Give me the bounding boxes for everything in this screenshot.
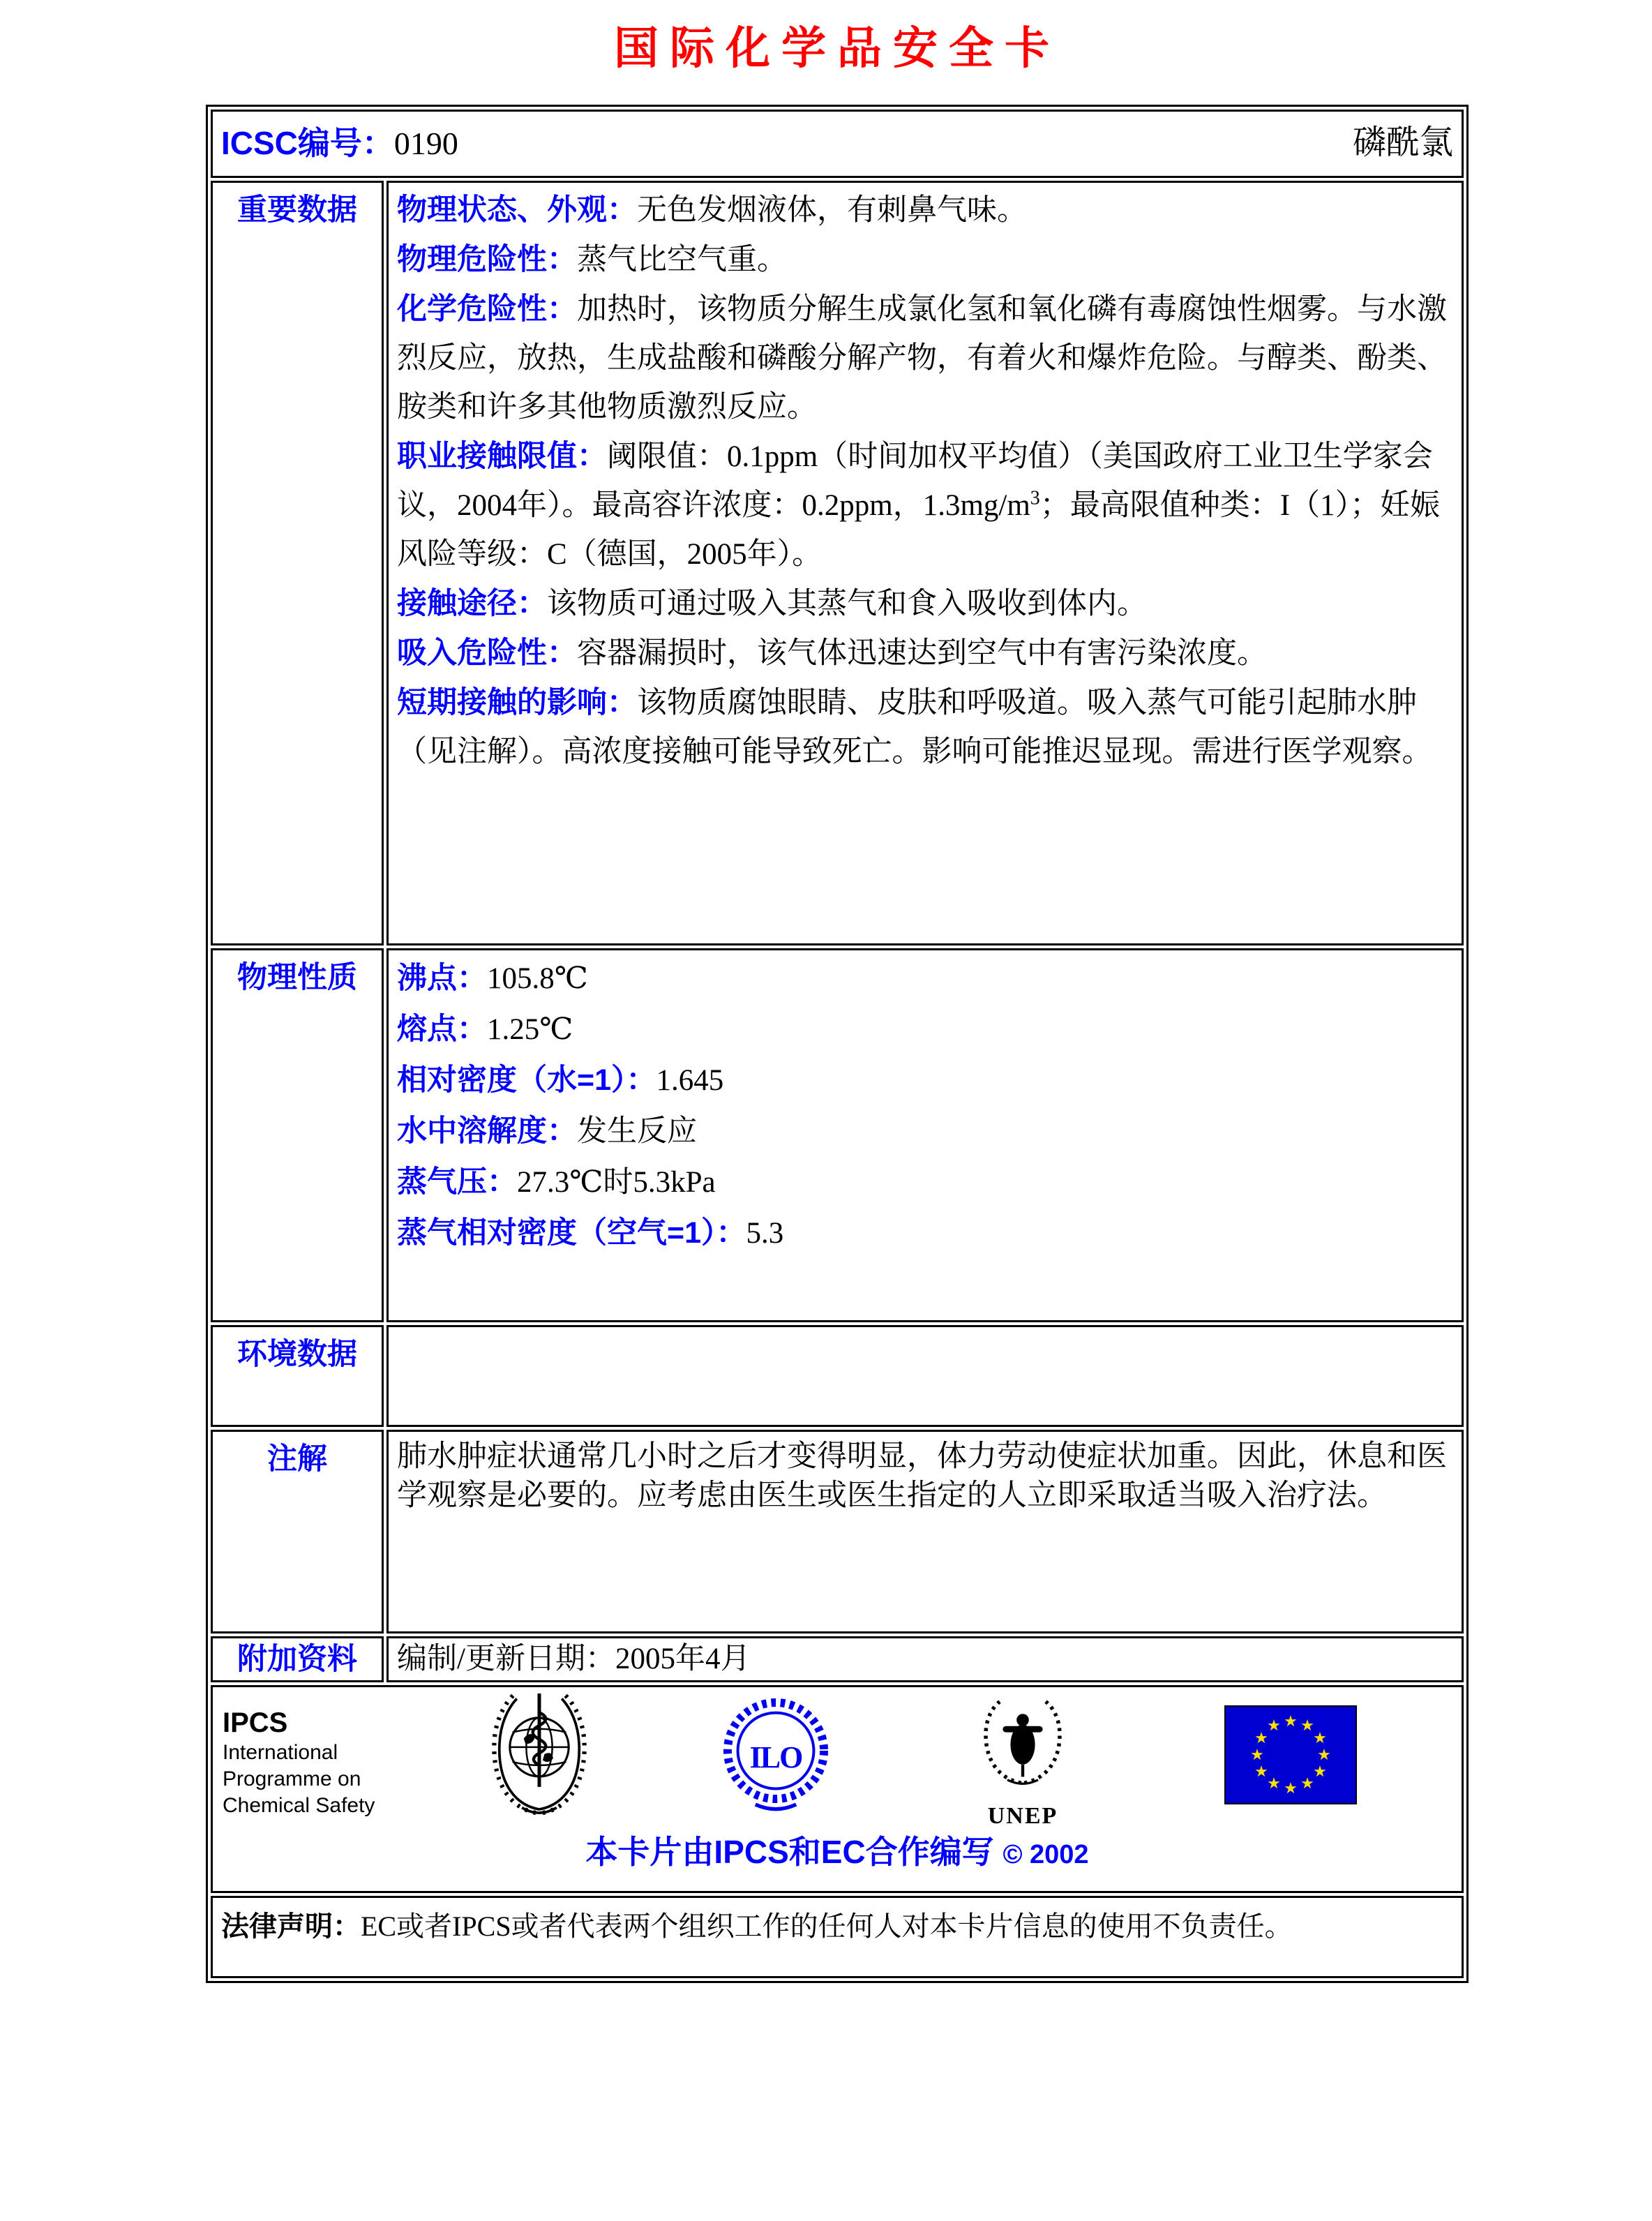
legal-notice-label: 法律声明：	[221, 1911, 361, 1942]
field-value-inhalation-risk: 容器漏损时，该气体迅速达到空气中有害污染浓度。	[577, 637, 1267, 670]
field-label-inhalation-risk: 吸入危险性：	[397, 636, 577, 670]
svg-text:★: ★	[1300, 1717, 1314, 1735]
field-value-oel-part1: 阈限值：0.1ppm（时间加权平均值）（美国政府工业卫生学家会议，2004年）。最高容许浓度：0.2ppm，1.3mg/m	[397, 440, 1433, 522]
field-value-boiling-point: 105.8℃	[487, 962, 588, 995]
page-title: 国际化学品安全卡	[614, 23, 1060, 73]
field-inhalation-risk	[397, 629, 1453, 678]
field-physical-state	[397, 186, 1453, 235]
field-label-occupational-exposure-limits: 职业接触限值：	[397, 440, 607, 473]
field-value-melting-point: 1.25℃	[487, 1013, 573, 1046]
logos-strip	[213, 1694, 1462, 1831]
field-occupational-exposure-limits	[397, 432, 1453, 579]
field-label-short-term-effects: 短期接触的影响：	[397, 686, 637, 719]
field-label-physical-hazard: 物理危险性：	[397, 243, 577, 276]
field-label-update-date: 编制/更新日期：	[397, 1643, 615, 1675]
field-label-exposure-routes: 接触途径：	[397, 587, 547, 620]
unep-icon	[963, 1697, 1082, 1828]
field-value-water-solubility: 发生反应	[577, 1115, 697, 1148]
additional-info-content	[386, 1636, 1464, 1682]
field-label-water-solubility: 水中溶解度：	[397, 1114, 577, 1148]
field-label-relative-density: 相对密度（水=1）：	[397, 1063, 656, 1097]
header-row	[211, 110, 1464, 178]
field-water-solubility	[397, 1106, 1453, 1157]
superscript-cubed: 3	[1030, 487, 1040, 509]
field-label-vapor-pressure: 蒸气压：	[397, 1165, 517, 1199]
ipcs-subtitle-line2: Programme on	[223, 1767, 361, 1790]
field-value-physical-state: 无色发烟液体，有刺鼻气味。	[637, 194, 1027, 227]
icsc-number-label: ICSC编号：	[221, 124, 394, 161]
logos-cell	[211, 1685, 1464, 1893]
field-short-term-effects	[397, 678, 1453, 777]
section-label-notes: 注解	[211, 1430, 384, 1633]
who-icon	[476, 1690, 602, 1835]
section-label-important-data: 重要数据	[211, 181, 384, 945]
credit-line	[213, 1831, 1462, 1876]
svg-text:★: ★	[1317, 1747, 1331, 1764]
legal-row	[211, 1896, 1464, 1978]
section-label-physical-properties: 物理性质	[211, 948, 384, 1322]
svg-text:★: ★	[1313, 1763, 1327, 1781]
field-label-vapor-relative-density: 蒸气相对密度（空气=1）：	[397, 1216, 746, 1250]
additional-info-row	[211, 1636, 1464, 1682]
notes-content: 肺水肿症状通常几小时之后才变得明显，体力劳动使症状加重。因此，休息和医学观察是必要的。应考虑由医生或医生指定的人立即采取适当吸入治疗法。	[386, 1430, 1464, 1633]
ipcs-acronym: IPCS	[223, 1707, 288, 1738]
legal-notice-text: EC或者IPCS或者代表两个组织工作的任何人对本卡片信息的使用不负责任。	[361, 1910, 1293, 1942]
important-data-content	[386, 181, 1464, 945]
field-value-relative-density: 1.645	[656, 1064, 724, 1097]
svg-text:★: ★	[1284, 1713, 1298, 1730]
field-boiling-point	[397, 953, 1453, 1004]
field-label-boiling-point: 沸点：	[397, 962, 487, 995]
field-label-chemical-hazard: 化学危险性：	[397, 292, 577, 326]
svg-text:★: ★	[1250, 1747, 1264, 1764]
physical-properties-row	[211, 948, 1464, 1322]
header-content	[221, 114, 1453, 172]
ipcs-subtitle-line1: International	[223, 1741, 338, 1764]
field-relative-density	[397, 1055, 1453, 1106]
svg-text:★: ★	[1254, 1730, 1268, 1747]
icsc-number-group	[221, 114, 458, 172]
ilo-icon	[716, 1697, 835, 1828]
environment-data-row	[211, 1325, 1464, 1427]
svg-text:★: ★	[1300, 1775, 1314, 1793]
ipcs-logo-text	[223, 1706, 418, 1819]
unep-letters: UNEP	[987, 1803, 1058, 1829]
ilo-letters: ILO	[749, 1740, 802, 1774]
svg-text:★: ★	[1267, 1775, 1281, 1793]
section-label-additional-info: 附加资料	[211, 1636, 384, 1682]
field-value-chemical-hazard: 加热时，该物质分解生成氯化氢和氧化磷有毒腐蚀性烟雾。与水激烈反应，放热，生成盐酸和磷酸分解产物，有着火和爆炸危险。与醇类、酚类、胺类和许多其他物质激烈反应。	[397, 293, 1447, 424]
field-physical-hazard	[397, 235, 1453, 285]
environment-data-content	[386, 1325, 1464, 1427]
icsc-number-value: 0190	[393, 125, 458, 161]
section-label-environment-data: 环境数据	[211, 1325, 384, 1427]
field-melting-point	[397, 1004, 1453, 1055]
field-chemical-hazard	[397, 285, 1453, 432]
svg-text:★: ★	[1267, 1717, 1281, 1735]
header-cell	[211, 110, 1464, 178]
field-label-physical-state: 物理状态、外观：	[397, 193, 637, 227]
svg-text:★: ★	[1254, 1763, 1268, 1781]
field-label-melting-point: 熔点：	[397, 1012, 487, 1046]
eu-flag-icon	[1224, 1705, 1357, 1820]
notes-row	[211, 1430, 1464, 1633]
icsc-card-table	[206, 105, 1469, 1983]
field-value-short-term-effects: 该物质腐蚀眼睛、皮肤和呼吸道。吸入蒸气可能引起肺水肿（见注解）。高浓度接触可能导致死亡。影响可能推迟显现。需进行医学观察。	[397, 687, 1432, 768]
physical-properties-content	[386, 948, 1464, 1322]
svg-text:★: ★	[1313, 1730, 1327, 1747]
field-value-oel-part2: ；最高限值种类：I（1）；妊娠风险等级：C（德国，2005年）。	[397, 489, 1441, 571]
legal-cell	[211, 1896, 1464, 1978]
logos-row	[211, 1685, 1464, 1893]
field-value-exposure-routes: 该物质可通过吸入其蒸气和食入吸收到体内。	[547, 588, 1147, 620]
copyright-text: © 2002	[1003, 1840, 1089, 1869]
field-value-update-date: 2005年4月	[615, 1643, 751, 1675]
svg-text:★: ★	[1284, 1780, 1298, 1797]
chemical-name: 磷酰氯	[1352, 124, 1453, 161]
credit-text: 本卡片由IPCS和EC合作编写	[585, 1834, 994, 1870]
field-vapor-relative-density	[397, 1208, 1453, 1259]
field-value-vapor-pressure: 27.3℃时5.3kPa	[517, 1166, 716, 1199]
field-vapor-pressure	[397, 1157, 1453, 1208]
field-value-physical-hazard: 蒸气比空气重。	[577, 244, 787, 276]
important-data-row	[211, 181, 1464, 945]
ipcs-subtitle-line3: Chemical Safety	[223, 1794, 375, 1817]
field-exposure-routes	[397, 579, 1453, 629]
field-value-vapor-relative-density: 5.3	[746, 1217, 784, 1250]
